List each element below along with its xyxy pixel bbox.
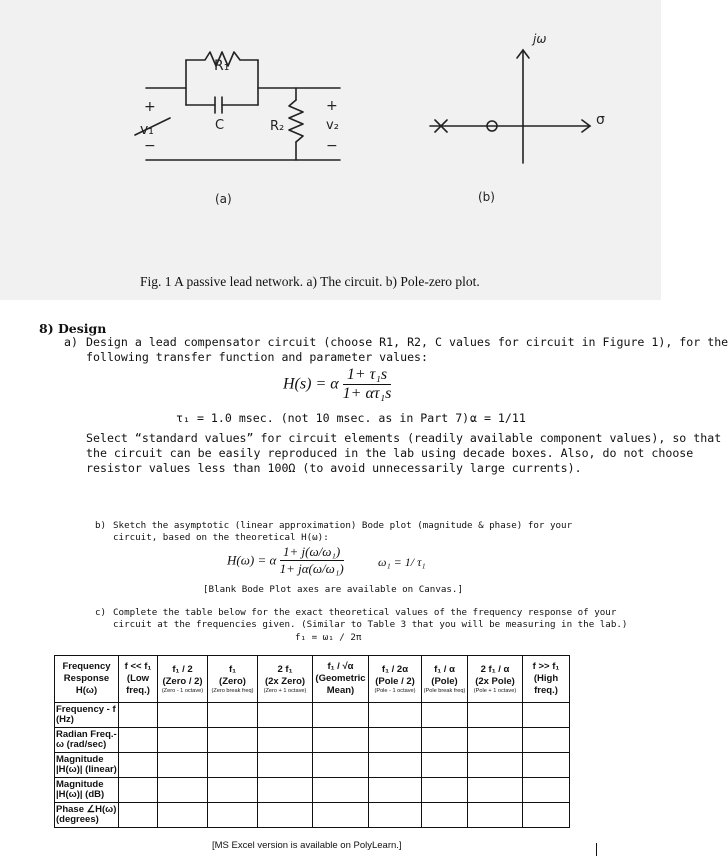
table-cell[interactable] (119, 778, 158, 803)
table-cell[interactable] (313, 728, 369, 753)
col-sublabel-2: freq.) (534, 685, 558, 696)
row-label-line1: Phase ∠H(ω) (56, 804, 117, 815)
row-label (55, 778, 119, 803)
column-header (313, 656, 369, 703)
table-cell[interactable] (208, 778, 258, 803)
table-row (55, 703, 570, 728)
col-note: (Pole - 1 octave) (374, 687, 416, 694)
table-row (55, 803, 570, 828)
frequency-response-table (54, 655, 570, 828)
c-label: C (215, 118, 225, 133)
part-a-line1: Design a lead compensator circuit (choose R1, R2, C values for circuit in Figure 1), for the (86, 335, 728, 349)
table-cell[interactable] (258, 778, 313, 803)
row-label (55, 803, 119, 828)
col-label: f₁ (228, 663, 237, 675)
row-label-line2: (Hz) (56, 714, 74, 725)
col-label: f₁ / √α (327, 661, 354, 672)
table-cell[interactable] (468, 803, 523, 828)
table-cell[interactable] (258, 803, 313, 828)
tf-s-fraction (343, 366, 392, 403)
column-header (119, 656, 158, 703)
tf-w-numerator: 1+ j(ω/ω₁) (280, 544, 344, 561)
tf-s-numerator: 1+ τ₁s (343, 366, 392, 385)
table-cell[interactable] (422, 728, 468, 753)
row-label-line1: Frequency - f (56, 704, 116, 715)
tf-s-denominator: 1+ ατ₁s (342, 385, 392, 402)
table-row (55, 728, 570, 753)
table-cell[interactable] (313, 753, 369, 778)
table-cell[interactable] (369, 703, 422, 728)
table-cell[interactable] (208, 703, 258, 728)
v1-label: v₁ (140, 122, 154, 138)
col-label: f₁ / α (434, 663, 455, 675)
table-cell[interactable] (523, 778, 570, 803)
table-row (55, 778, 570, 803)
table-cell[interactable] (422, 778, 468, 803)
tf-w-lhs: H(ω) = α (227, 552, 277, 568)
corner-line-3: H(ω) (75, 685, 98, 696)
col-note: (Pole + 1 octave) (473, 687, 517, 694)
transfer-function-w (227, 544, 344, 577)
table-cell[interactable] (369, 753, 422, 778)
row-label-line2: ω (rad/sec) (56, 739, 107, 750)
table-cell[interactable] (369, 803, 422, 828)
table-row (55, 753, 570, 778)
table-cell[interactable] (119, 728, 158, 753)
part-b-line1: Sketch the asymptotic (linear approximation) Bode plot (magnitude & phase) for your (113, 520, 573, 531)
col-label: f₁ / 2 (172, 663, 193, 675)
part-b-marker: b) (95, 520, 107, 531)
figure-caption: Fig. 1 A passive lead network. a) The circuit. b) Pole-zero plot. (140, 274, 480, 289)
table-cell[interactable] (158, 753, 208, 778)
table-cell[interactable] (258, 728, 313, 753)
table-cell[interactable] (313, 778, 369, 803)
table-cell[interactable] (258, 753, 313, 778)
figure-panel (0, 0, 661, 300)
col-sublabel-2: freq.) (126, 685, 150, 696)
table-cell[interactable] (523, 728, 570, 753)
table-cell[interactable] (523, 803, 570, 828)
col-sublabel-2: Mean) (326, 685, 355, 696)
col-label: f >> f₁ (532, 661, 560, 672)
row-label-line1: Magnitude (56, 779, 104, 790)
col-sublabel: (Zero) (219, 675, 246, 687)
table-cell[interactable] (158, 803, 208, 828)
col-label: f << f₁ (124, 661, 152, 672)
param-alpha: α = 1/11 (470, 411, 526, 425)
row-label-line2: (degrees) (56, 814, 99, 825)
tf-s-lhs: H(s) = α (283, 375, 339, 393)
row-label (55, 728, 119, 753)
row-label-line2: |H(ω)| (linear) (56, 764, 117, 775)
param-tau: τ₁ = 1.0 msec. (not 10 msec. as in Part 7). (176, 411, 477, 425)
sigma-axis-label: σ (596, 112, 605, 128)
r1-label: R₁ (214, 58, 230, 74)
part-a-para3: resistor values less than 100Ω (to avoid unnecessarily large currents). (86, 461, 582, 475)
part-b-line2: circuit, based on the theoretical H(ω): (113, 532, 329, 543)
design-heading: 8) Design (39, 321, 107, 336)
table-cell[interactable] (313, 703, 369, 728)
part-a-para2: the circuit can be easily reproduced in the lab using decade boxes. Also, do not choose (86, 446, 694, 460)
col-sublabel: (Pole) (431, 675, 458, 687)
v2-label: v₂ (326, 118, 339, 133)
table-cell[interactable] (523, 703, 570, 728)
table-cell[interactable] (158, 728, 208, 753)
f1-definition: f₁ = ω₁ / 2π (295, 632, 362, 643)
table-cell[interactable] (158, 778, 208, 803)
col-note: (Zero break freq) (211, 687, 254, 694)
table-cell[interactable] (208, 803, 258, 828)
column-header (523, 656, 570, 703)
col-note: (Zero - 1 octave) (161, 687, 204, 694)
table-footnote: [MS Excel version is available on PolyLearn.] (212, 840, 402, 851)
part-a-para1: Select “standard values” for circuit elements (readily available component values), so that (86, 431, 722, 445)
col-sublabel: (High (533, 673, 559, 684)
table-cell[interactable] (422, 803, 468, 828)
table-corner-cell (55, 656, 119, 703)
table-cell[interactable] (468, 778, 523, 803)
corner-line-2: Response (63, 673, 110, 684)
column-header (468, 656, 523, 703)
col-sublabel: (2x Zero) (264, 675, 306, 687)
jw-axis-label: jω (533, 32, 547, 46)
column-header (158, 656, 208, 703)
v2-minus: − (326, 138, 338, 154)
tf-w-denominator: 1+ jα(ω/ω₁) (279, 561, 344, 576)
row-label-line2: |H(ω)| (dB) (56, 789, 105, 800)
omega1-definition: ω₁ = 1/ τ₁ (378, 555, 426, 569)
col-note: (Pole break freq) (423, 687, 466, 694)
column-header (258, 656, 313, 703)
circuit-tag: (a) (215, 192, 232, 206)
table-cell[interactable] (258, 703, 313, 728)
r2-label: R₂ (270, 119, 285, 134)
part-a-marker: a) (64, 335, 78, 349)
part-b-note: [Blank Bode Plot axes are available on Canvas.] (203, 584, 463, 595)
row-label (55, 753, 119, 778)
row-label-line1: Radian Freq.- (56, 729, 117, 740)
table-cell[interactable] (468, 753, 523, 778)
col-sublabel: (Geometric (315, 673, 366, 684)
column-header (369, 656, 422, 703)
col-label: 2 f₁ (277, 663, 293, 675)
v1-minus: − (144, 138, 156, 154)
col-label: f₁ / 2α (381, 663, 409, 675)
part-c-marker: c) (95, 607, 107, 618)
row-label-line1: Magnitude (56, 754, 104, 765)
corner-line-1: Frequency (62, 661, 111, 672)
column-header (422, 656, 468, 703)
col-sublabel: (2x Pole) (475, 675, 515, 687)
col-note: (Zero + 1 octave) (263, 687, 307, 694)
table-cell[interactable] (119, 803, 158, 828)
table-cell[interactable] (468, 728, 523, 753)
table-header-row (55, 656, 570, 703)
table-cell[interactable] (468, 703, 523, 728)
col-label: 2 f₁ / α (480, 663, 510, 675)
table-cell[interactable] (158, 703, 208, 728)
pole-zero-tag: (b) (478, 190, 495, 204)
v2-plus: + (326, 98, 338, 114)
part-a-line2: following transfer function and parameter values: (86, 350, 429, 364)
column-header (208, 656, 258, 703)
table-cell[interactable] (119, 703, 158, 728)
table-cell[interactable] (422, 703, 468, 728)
part-c-line2: circuit at the frequencies given. (Similar to Table 3 that you will be measuring in the lab.) (113, 619, 628, 630)
table-cell[interactable] (422, 753, 468, 778)
table-cell[interactable] (208, 728, 258, 753)
table-cell[interactable] (208, 753, 258, 778)
col-sublabel: (Zero / 2) (162, 675, 203, 687)
table-cell[interactable] (313, 803, 369, 828)
tf-w-fraction (280, 544, 344, 577)
table-cell[interactable] (369, 778, 422, 803)
col-sublabel: (Pole / 2) (375, 675, 415, 687)
col-sublabel: (Low (126, 673, 150, 684)
table-cell[interactable] (119, 753, 158, 778)
v1-plus: + (144, 99, 156, 115)
row-label (55, 703, 119, 728)
transfer-function-s (283, 366, 391, 403)
table-cell[interactable] (523, 753, 570, 778)
table-cell[interactable] (369, 728, 422, 753)
text-cursor (596, 843, 597, 856)
part-c-line1: Complete the table below for the exact theoretical values of the frequency response of your (113, 607, 617, 618)
